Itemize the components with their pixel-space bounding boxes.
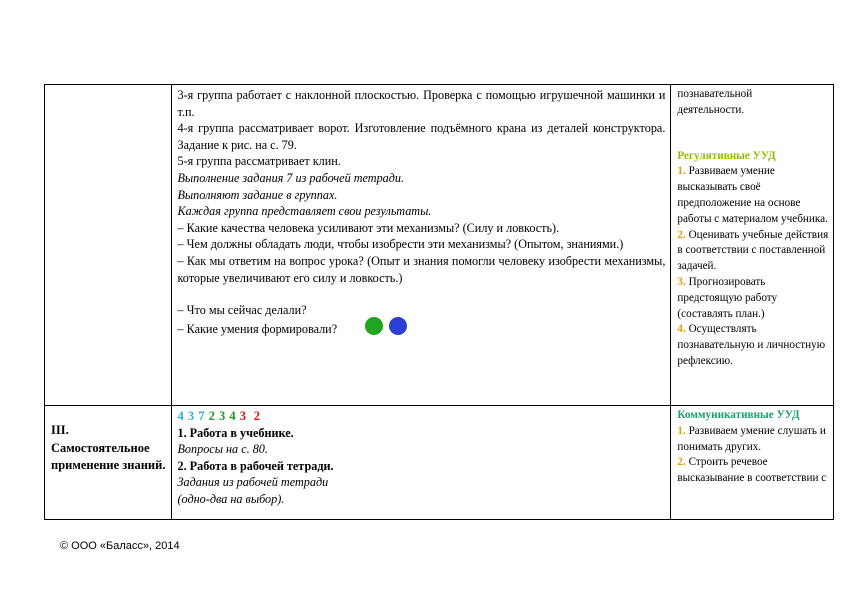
stage-cell-empty bbox=[45, 85, 172, 406]
color-dots bbox=[365, 317, 413, 340]
activity-line: Выполняют задание в группах. bbox=[177, 187, 338, 202]
regulatory-uud-title: Регулятивные УУД bbox=[677, 149, 776, 162]
activity-line: 5-я группа рассматривает клин. bbox=[177, 154, 341, 169]
activity-line: – Чем должны обладать люди, чтобы изобрести эти механизмы? (Опытом, знаниями.) bbox=[177, 237, 624, 252]
activity-line: 4-я группа рассматривает ворот. Изготовление подъёмного крана из деталей конструктора. Задание к рис. на с. 79. bbox=[177, 121, 666, 152]
task-cell bbox=[172, 406, 671, 520]
comm-uud-cell bbox=[671, 406, 834, 520]
uud-item: 4. Осуществлять познавательную и личностную рефлексию. bbox=[677, 323, 826, 367]
blue-dot-icon bbox=[389, 317, 407, 335]
table-row bbox=[45, 85, 834, 406]
activity-line: Выполнение задания 7 из рабочей тетради. bbox=[177, 170, 405, 185]
uud-item: 2. Строить речевое высказывание в соответствии с bbox=[677, 456, 827, 485]
uud-continuation: деятельности. bbox=[677, 103, 745, 116]
table-row bbox=[45, 406, 834, 520]
activity-line: – Как мы ответим на вопрос урока? (Опыт и знания помогли человеку изобрести механизмы, которые увеличивают его силу и ловкость.) bbox=[177, 253, 666, 285]
activity-line: Каждая группа представляет свои результаты. bbox=[177, 204, 432, 219]
activity-line: – Какие качества человека усиливают эти механизмы? (Силу и ловкость). bbox=[177, 220, 560, 235]
lesson-table bbox=[44, 84, 834, 520]
uud-cell bbox=[671, 85, 834, 406]
communicative-uud-title: Коммуникативные УУД bbox=[677, 409, 800, 421]
task-1-title: 1. Работа в учебнике. bbox=[177, 425, 294, 440]
task-2-title: 2. Работа в рабочей тетради. bbox=[177, 458, 334, 473]
task-2-text: Задания из рабочей тетради bbox=[177, 475, 329, 490]
stage-number: III. bbox=[51, 423, 69, 437]
green-dot-icon bbox=[365, 317, 383, 335]
question-1: – Что мы сейчас делали? bbox=[177, 303, 307, 318]
stage-name: Самостоятельное применение знаний. bbox=[51, 440, 166, 472]
uud-codes: 4 3 7 2 3 4 3 2 bbox=[177, 409, 261, 423]
question-2: – Какие умения формировали? bbox=[177, 319, 665, 342]
activity-cell bbox=[172, 85, 671, 406]
uud-continuation: познавательной bbox=[677, 88, 753, 100]
uud-item: 3. Прогнозировать предстоящую работу (составлять план.) bbox=[677, 275, 778, 320]
uud-item: 2. Оценивать учебные действия в соответствии с поставленной задачей. bbox=[677, 228, 829, 273]
task-1-text: Вопросы на с. 80. bbox=[177, 442, 268, 457]
activity-line: 3-я группа работает с наклонной плоскостью. Проверка с помощью игрушечной машинки и т.п. bbox=[177, 88, 666, 119]
uud-item: 1. Развиваем умение слушать и понимать других. bbox=[677, 424, 826, 453]
copyright-footer: © ООО «Баласс», 2014 bbox=[60, 540, 180, 552]
stage-cell bbox=[45, 406, 172, 520]
task-2-text: (одно-два на выбор). bbox=[177, 491, 285, 506]
uud-item: 1. Развиваем умение высказывать своё предположение на основе работы с материалом учебника. bbox=[677, 165, 828, 225]
